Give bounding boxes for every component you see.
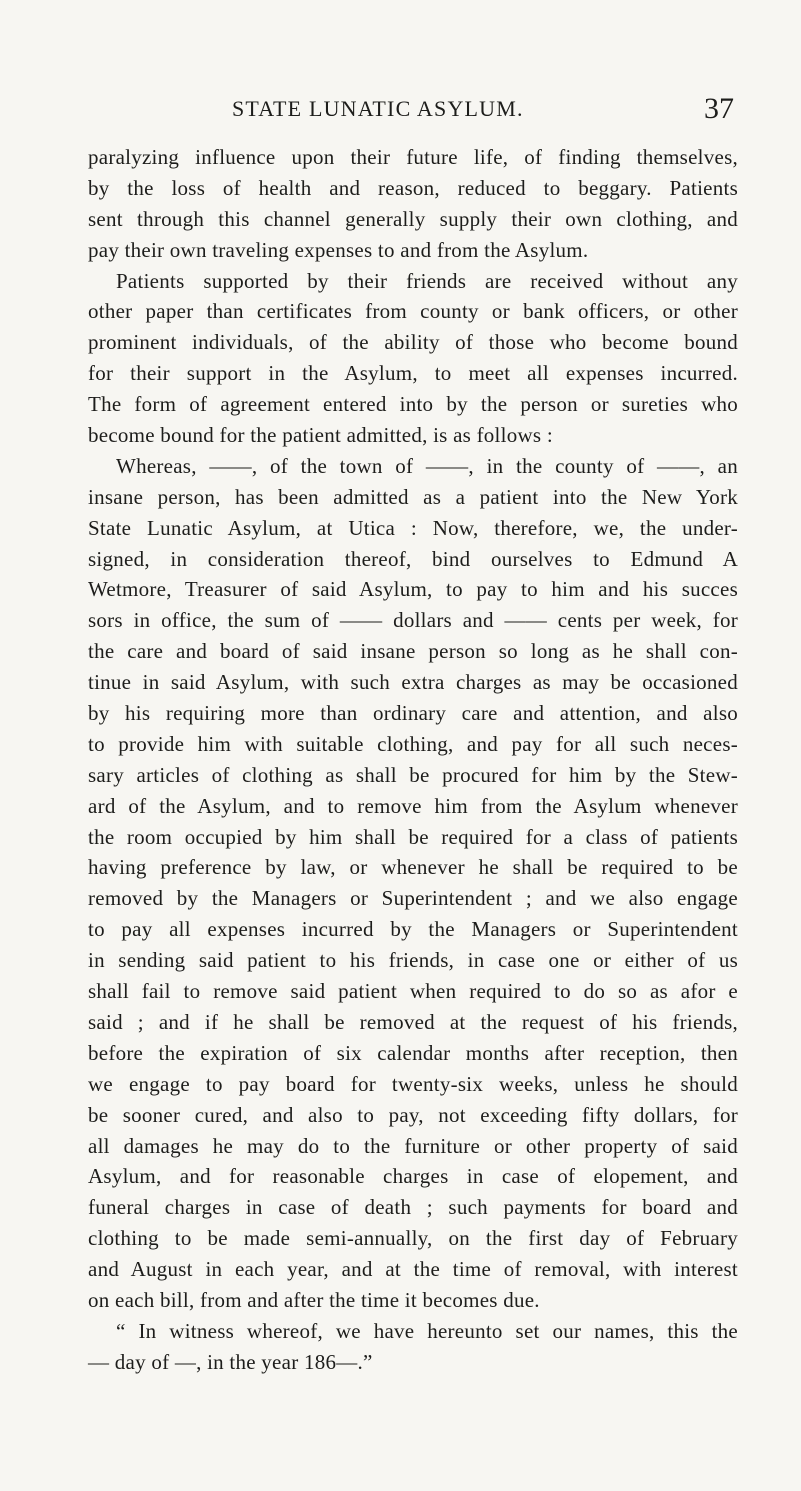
text-line: for their support in the Asylum, to meet all expenses incurred.	[88, 361, 738, 386]
text-line: funeral charges in case of death ; such payments for board and	[88, 1195, 738, 1220]
text-line: and August in each year, and at the time of removal, with interest	[88, 1257, 738, 1282]
text-line: to pay all expenses incurred by the Managers or Superintendent	[88, 917, 738, 942]
text-line: insane person, has been admitted as a patient into the New York	[88, 484, 738, 509]
text-line: be sooner cured, and also to pay, not exceeding fifty dollars, for	[88, 1102, 738, 1127]
text-line: removed by the Managers or Superintendent ; and we also engage	[88, 886, 738, 911]
text-line: become bound for the patient admitted, is as follows :	[88, 423, 553, 448]
text-line: the care and board of said insane person so long as he shall con-	[88, 639, 738, 664]
text-line: ard of the Asylum, and to remove him from the Asylum whenever	[88, 793, 738, 818]
text-line: pay their own traveling expenses to and from the Asylum.	[88, 237, 589, 262]
text-line: having preference by law, or whenever he shall be required to be	[88, 855, 738, 880]
text-line: Patients supported by their friends are received without any	[116, 268, 738, 293]
text-line: we engage to pay board for twenty-six weeks, unless he should	[88, 1071, 738, 1096]
page-number: 37	[704, 92, 734, 125]
text-line: — day of —, in the year 186—.”	[88, 1349, 373, 1374]
text-line: on each bill, from and after the time it becomes due.	[88, 1287, 540, 1312]
text-line: by his requiring more than ordinary care and attention, and also	[88, 701, 738, 726]
text-line: sent through this channel generally supply their own clothing, and	[88, 206, 738, 231]
text-line: signed, in consideration thereof, bind ourselves to Edmund A	[88, 546, 738, 571]
text-line: in sending said patient to his friends, in case one or either of us	[88, 948, 738, 973]
text-line: the room occupied by him shall be required for a class of patients	[88, 824, 738, 849]
text-line: sors in office, the sum of —— dollars and —— cents per week, for	[88, 608, 738, 633]
text-line: to provide him with suitable clothing, and pay for all such neces-	[88, 731, 738, 756]
text-line: all damages he may do to the furniture or other property of said	[88, 1133, 738, 1158]
text-line: sary articles of clothing as shall be procured for him by the Stew-	[88, 762, 738, 787]
text-line: by the loss of health and reason, reduced to beggary. Patients	[88, 175, 738, 200]
text-line: prominent individuals, of the ability of those who become bound	[88, 330, 738, 355]
text-line: The form of agreement entered into by the person or sureties who	[88, 392, 738, 417]
text-line: before the expiration of six calendar months after reception, then	[88, 1040, 738, 1065]
text-line: paralyzing influence upon their future life, of finding themselves,	[88, 145, 738, 169]
text-line: tinue in said Asylum, with such extra charges as may be occasioned	[88, 670, 738, 695]
page-title: STATE LUNATIC ASYLUM.	[232, 96, 524, 121]
text-line: Wetmore, Treasurer of said Asylum, to pay to him and his succes	[88, 577, 738, 602]
text-line: State Lunatic Asylum, at Utica : Now, therefore, we, the under-	[88, 515, 738, 540]
text-line: clothing to be made semi-annually, on the first day of February	[88, 1226, 738, 1251]
body-text	[88, 142, 738, 1378]
text-line: other paper than certificates from county or bank officers, or other	[88, 299, 738, 324]
text-line: Asylum, and for reasonable charges in case of elopement, and	[88, 1164, 738, 1189]
text-line: shall fail to remove said patient when required to do so as afor e	[88, 979, 738, 1004]
running-head	[232, 92, 732, 126]
text-line: said ; and if he shall be removed at the request of his friends,	[88, 1009, 738, 1034]
text-line: Whereas, ——, of the town of ——, in the county of ——, an	[116, 453, 738, 478]
text-line: “ In witness whereof, we have hereunto set our names, this the	[116, 1318, 738, 1343]
